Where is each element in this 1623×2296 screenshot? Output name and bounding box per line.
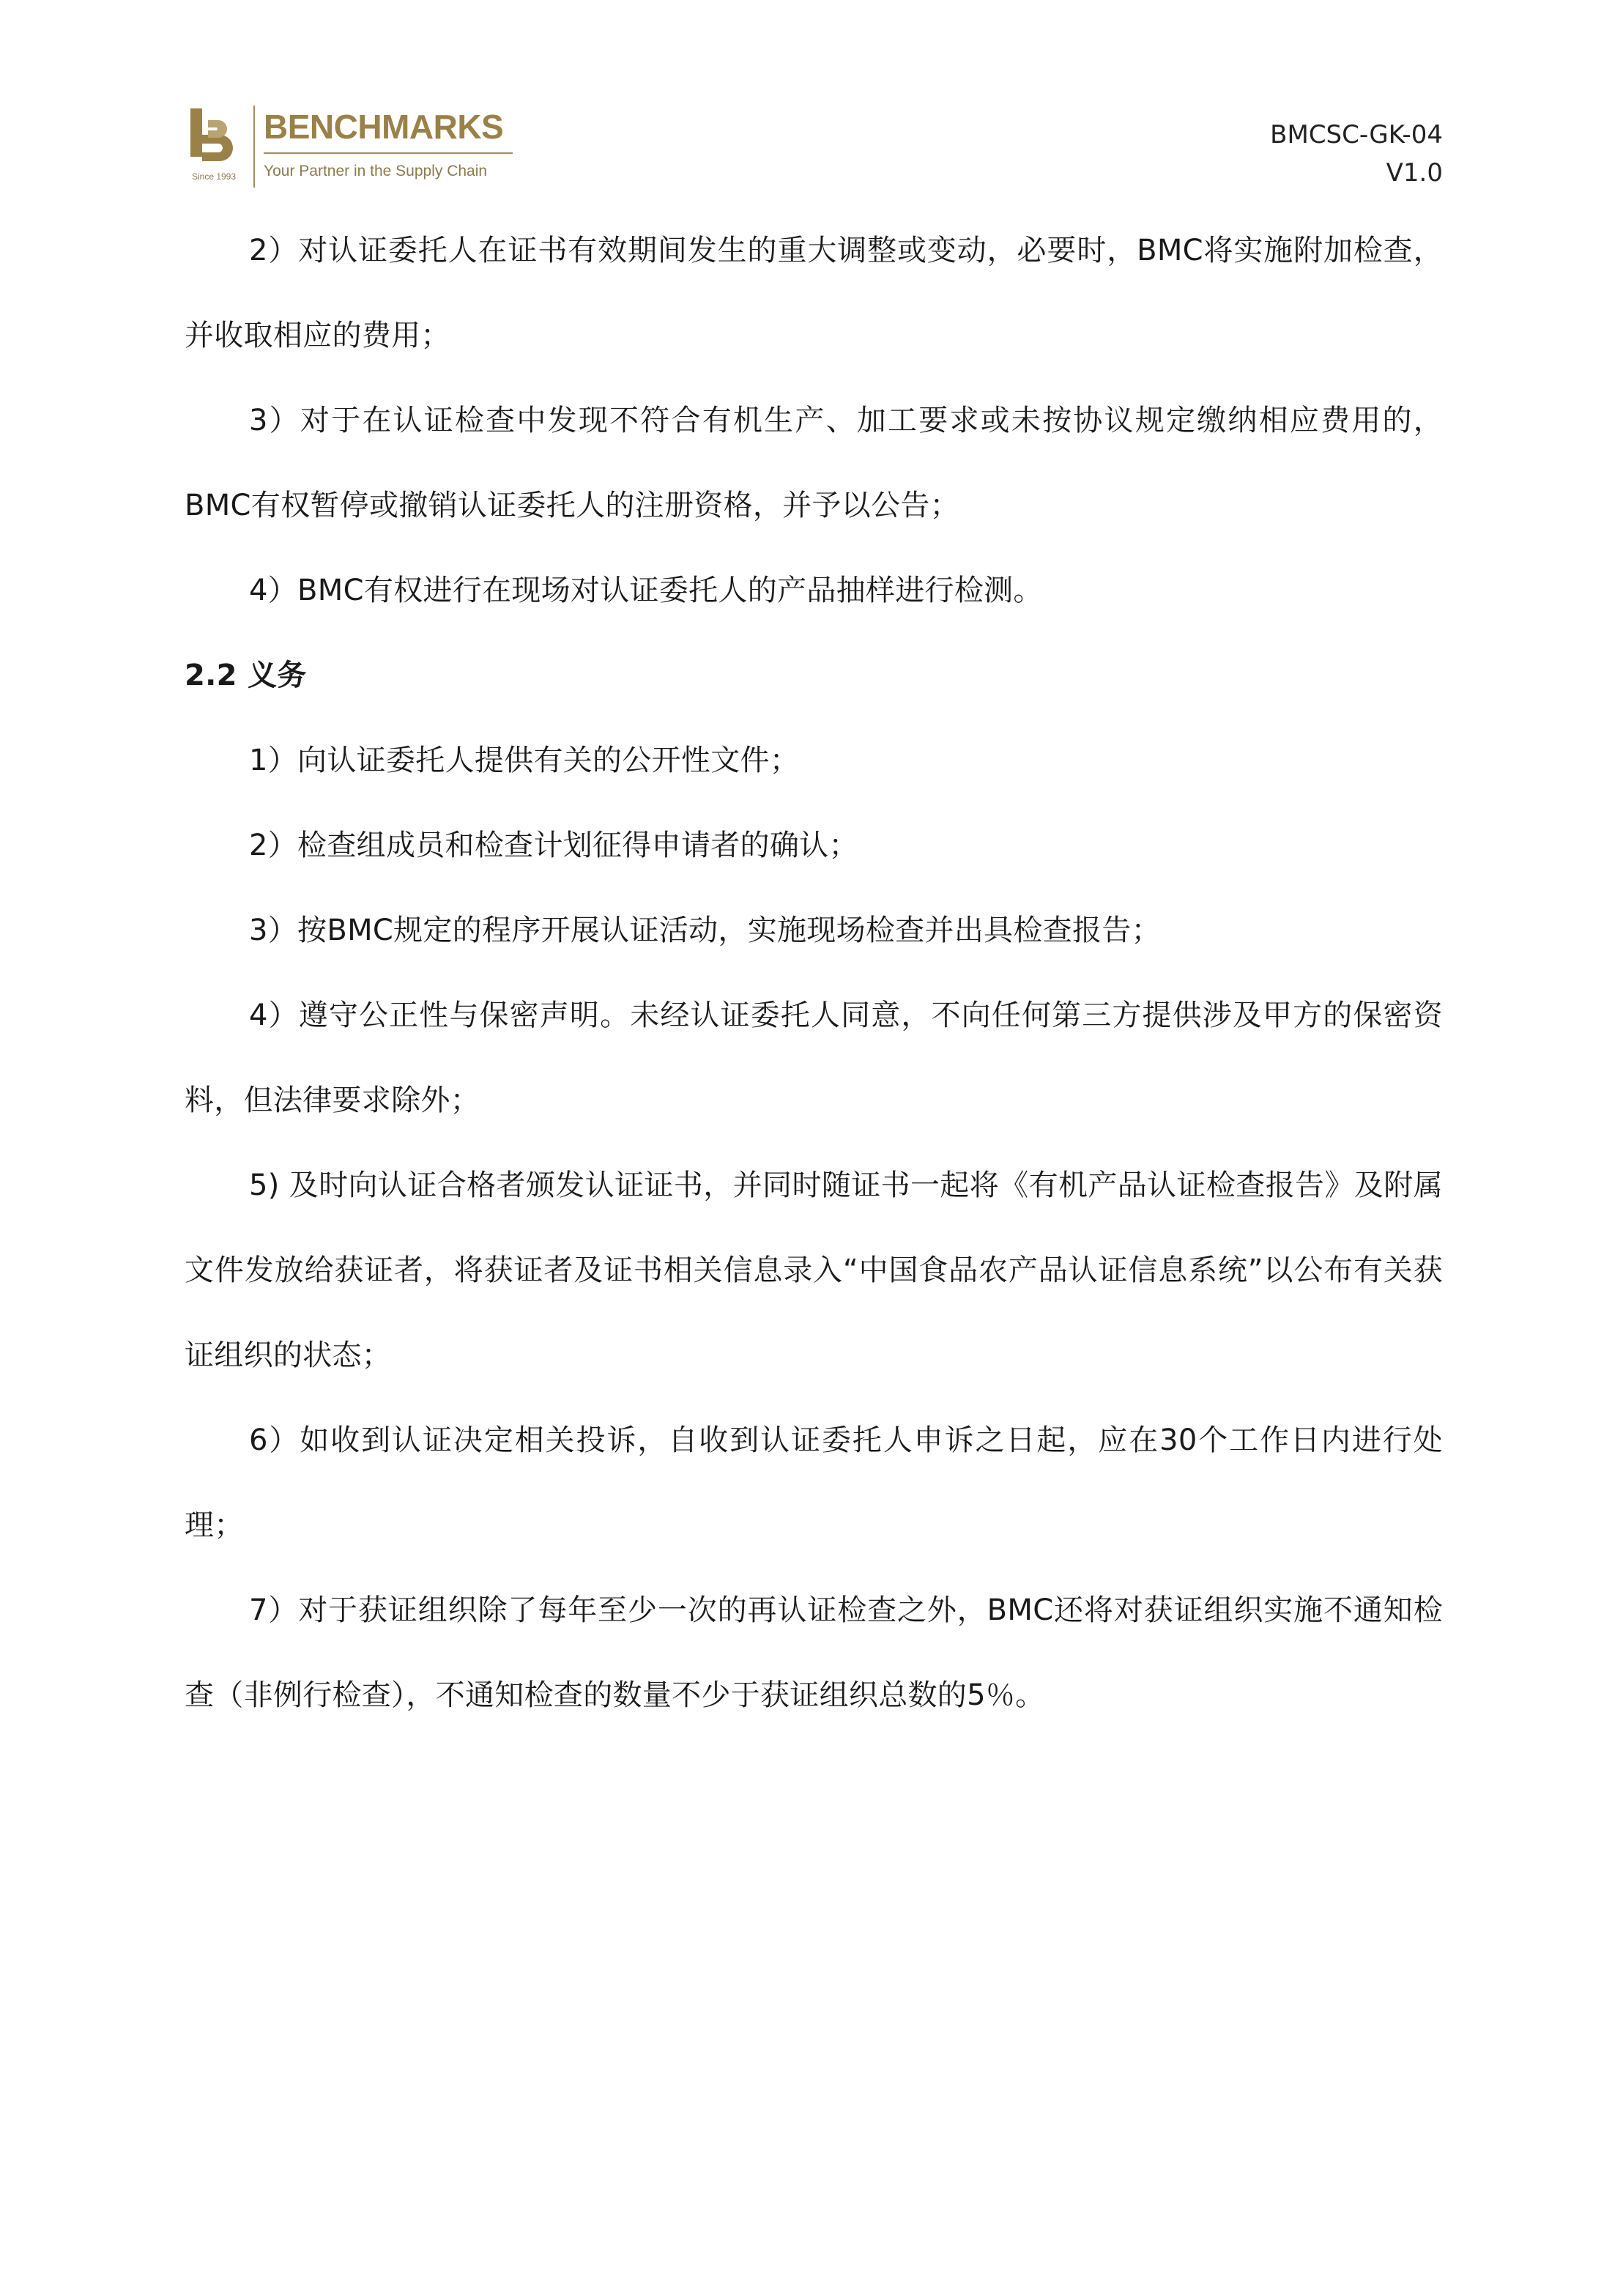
logo-rule <box>264 152 513 154</box>
logo-since-text: Since 1993 <box>191 171 237 182</box>
duty-item-7: 7）对于获证组织除了每年至少一次的再认证检查之外，BMC还将对获证组织实施不通知检查（非例行检查），不通知检查的数量不少于获证组织总数的5％。 <box>185 1593 1443 1712</box>
logo-divider <box>253 105 255 188</box>
section-heading-obligations: 2.2 义务 <box>185 659 307 692</box>
document-code: BMCSC-GK-04 <box>1270 120 1443 149</box>
rights-item-4: 4）BMC有权进行在现场对认证委托人的产品抽样进行检测。 <box>249 574 1043 607</box>
rights-item-3: 3）对于在认证检查中发现不符合有机生产、加工要求或未按协议规定缴纳相应费用的，BMC有权暂停或撤销认证委托人的注册资格，并予以公告； <box>185 404 1443 522</box>
document-body <box>185 208 1443 1738</box>
duty-item-3: 3）按BMC规定的程序开展认证活动，实施现场检查并出具检查报告； <box>249 914 1161 947</box>
document-code-block <box>1270 116 1443 192</box>
duty-item-1: 1）向认证委托人提供有关的公开性文件； <box>249 744 800 777</box>
benchmarks-logo-icon <box>186 105 242 176</box>
logo-brand-name: BENCHMARKS <box>264 108 504 146</box>
document-version: V1.0 <box>1386 158 1443 188</box>
logo-tagline: Your Partner in the Supply Chain <box>264 163 488 179</box>
rights-item-2: 2）对认证委托人在证书有效期间发生的重大调整或变动，必要时，BMC将实施附加检查，并收取相应的费用； <box>185 234 1443 352</box>
duty-item-5: 5) 及时向认证合格者颁发认证证书，并同时随证书一起将《有机产品认证检查报告》及附属文件发放给获证者，将获证者及证书相关信息录入“中国食品农产品认证信息系统”以公布有关获证组织的状态； <box>185 1169 1443 1372</box>
duty-item-2: 2）检查组成员和检查计划征得申请者的确认； <box>249 829 858 862</box>
company-logo <box>183 101 520 190</box>
duty-item-4: 4）遵守公正性与保密声明。未经认证委托人同意，不向任何第三方提供涉及甲方的保密资料，但法律要求除外； <box>185 999 1443 1117</box>
duty-item-6: 6）如收到认证决定相关投诉，自收到认证委托人申诉之日起，应在30个工作日内进行处理； <box>185 1423 1443 1542</box>
